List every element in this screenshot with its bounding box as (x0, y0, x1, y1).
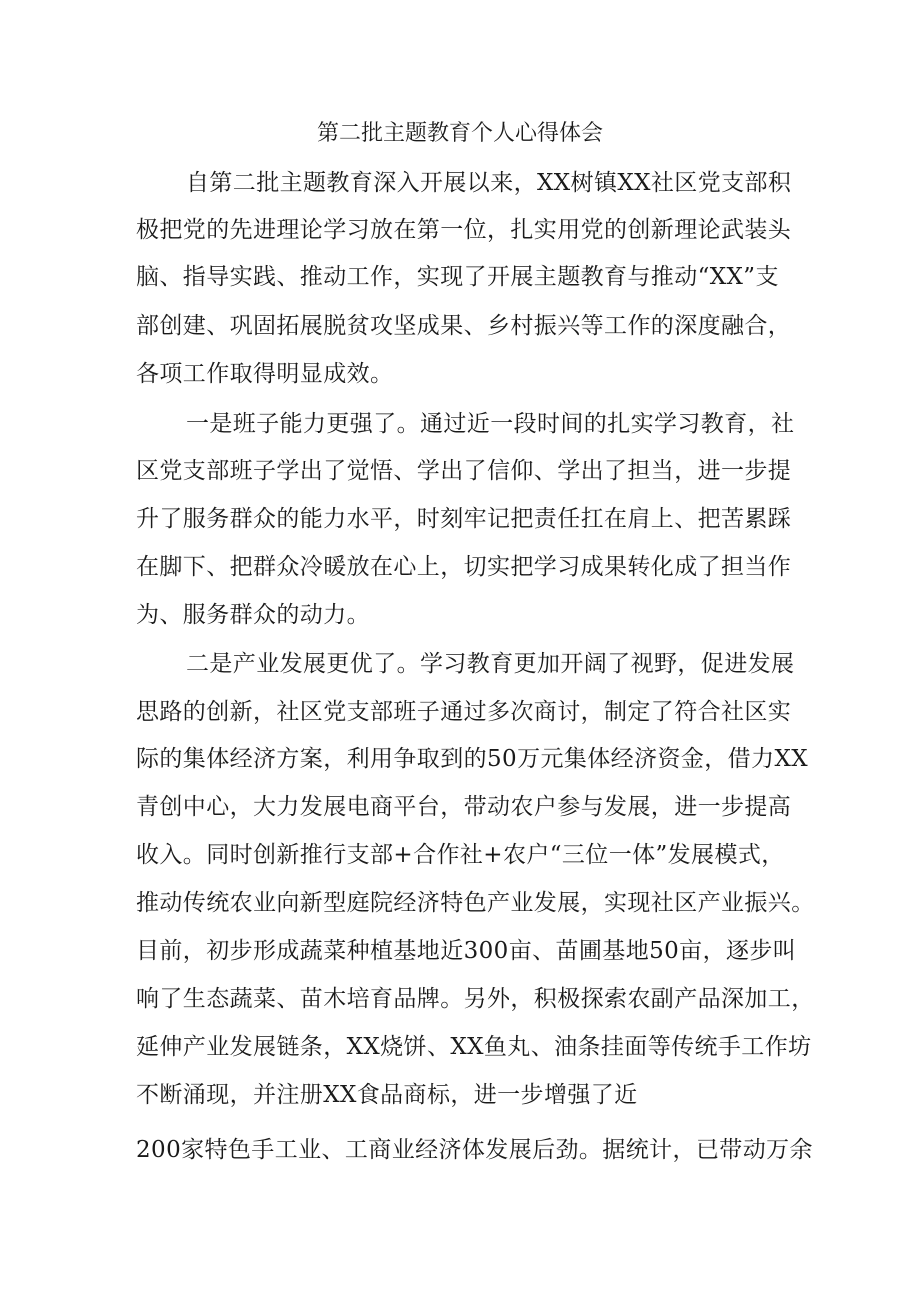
paragraph-2-line-1: 一是班子能力更强了。通过近一段时间的扎实学习教育，社 (186, 411, 795, 437)
paragraph-2-line-3: 升了服务群众的能力水平，时刻牢记把责任扛在肩上、把苦累踩 (136, 506, 792, 532)
paragraph-3-line-7: 目前，初步形成蔬菜种植基地近300亩、苗圃基地50亩，逐步叫 (136, 938, 797, 964)
paragraph-1-line-1: 自第二批主题教育深入开展以来，XX树镇XX社区党支部积 (186, 170, 792, 196)
paragraph-1-line-4: 部创建、巩固拓展脱贫攻坚成果、乡村振兴等工作的深度融合， (136, 313, 792, 339)
paragraph-1-line-3: 脑、指导实践、推动工作，实现了开展主题教育与推动“XX”支 (136, 264, 779, 290)
paragraph-2-line-5: 为、服务群众的动力。 (136, 602, 370, 628)
paragraph-1-line-2: 极把党的先进理论学习放在第一位，扎实用党的创新理论武装头 (136, 217, 792, 243)
paragraph-3-line-5: 收入。同时创新推行支部+合作社+农户“三位一体”发展模式， (136, 842, 785, 868)
document-title: 第二批主题教育个人心得体会 (316, 121, 603, 146)
paragraph-3-line-1: 二是产业发展更优了。学习教育更加开阔了视野，促进发展 (186, 651, 795, 677)
paragraph-3-line-4: 青创中心，大力发展电商平台，带动农户参与发展，进一步提高 (136, 794, 792, 820)
paragraph-3-line-8: 响了生态蔬菜、苗木培育品牌。另外，积极探索农副产品深加工， (136, 986, 815, 1012)
paragraph-1-line-5: 各项工作取得明显成效。 (136, 361, 394, 387)
paragraph-3-line-9: 延伸产业发展链条，XX烧饼、XX鱼丸、油条挂面等传统手工作坊 (136, 1034, 812, 1060)
paragraph-2-line-4: 在脚下、把群众冷暖放在心上，切实把学习成果转化成了担当作 (136, 554, 792, 580)
paragraph-3-line-10: 不断涌现，并注册XX食品商标，进一步增强了近 (136, 1082, 638, 1108)
paragraph-3-line-2: 思路的创新，社区党支部班子通过多次商讨，制定了符合社区实 (136, 699, 792, 725)
paragraph-3-line-3: 际的集体经济方案，利用争取到的50万元集体经济资金，借力XX (136, 746, 809, 772)
paragraph-2-line-2: 区党支部班子学出了觉悟、学出了信仰、学出了担当，进一步提 (136, 458, 792, 484)
paragraph-3-line-11: 200家特色手工业、工商业经济体发展后劲。据统计，已带动万余 (136, 1137, 813, 1163)
paragraph-3-line-6: 推动传统农业向新型庭院经济特色产业发展，实现社区产业振兴。 (136, 890, 815, 916)
